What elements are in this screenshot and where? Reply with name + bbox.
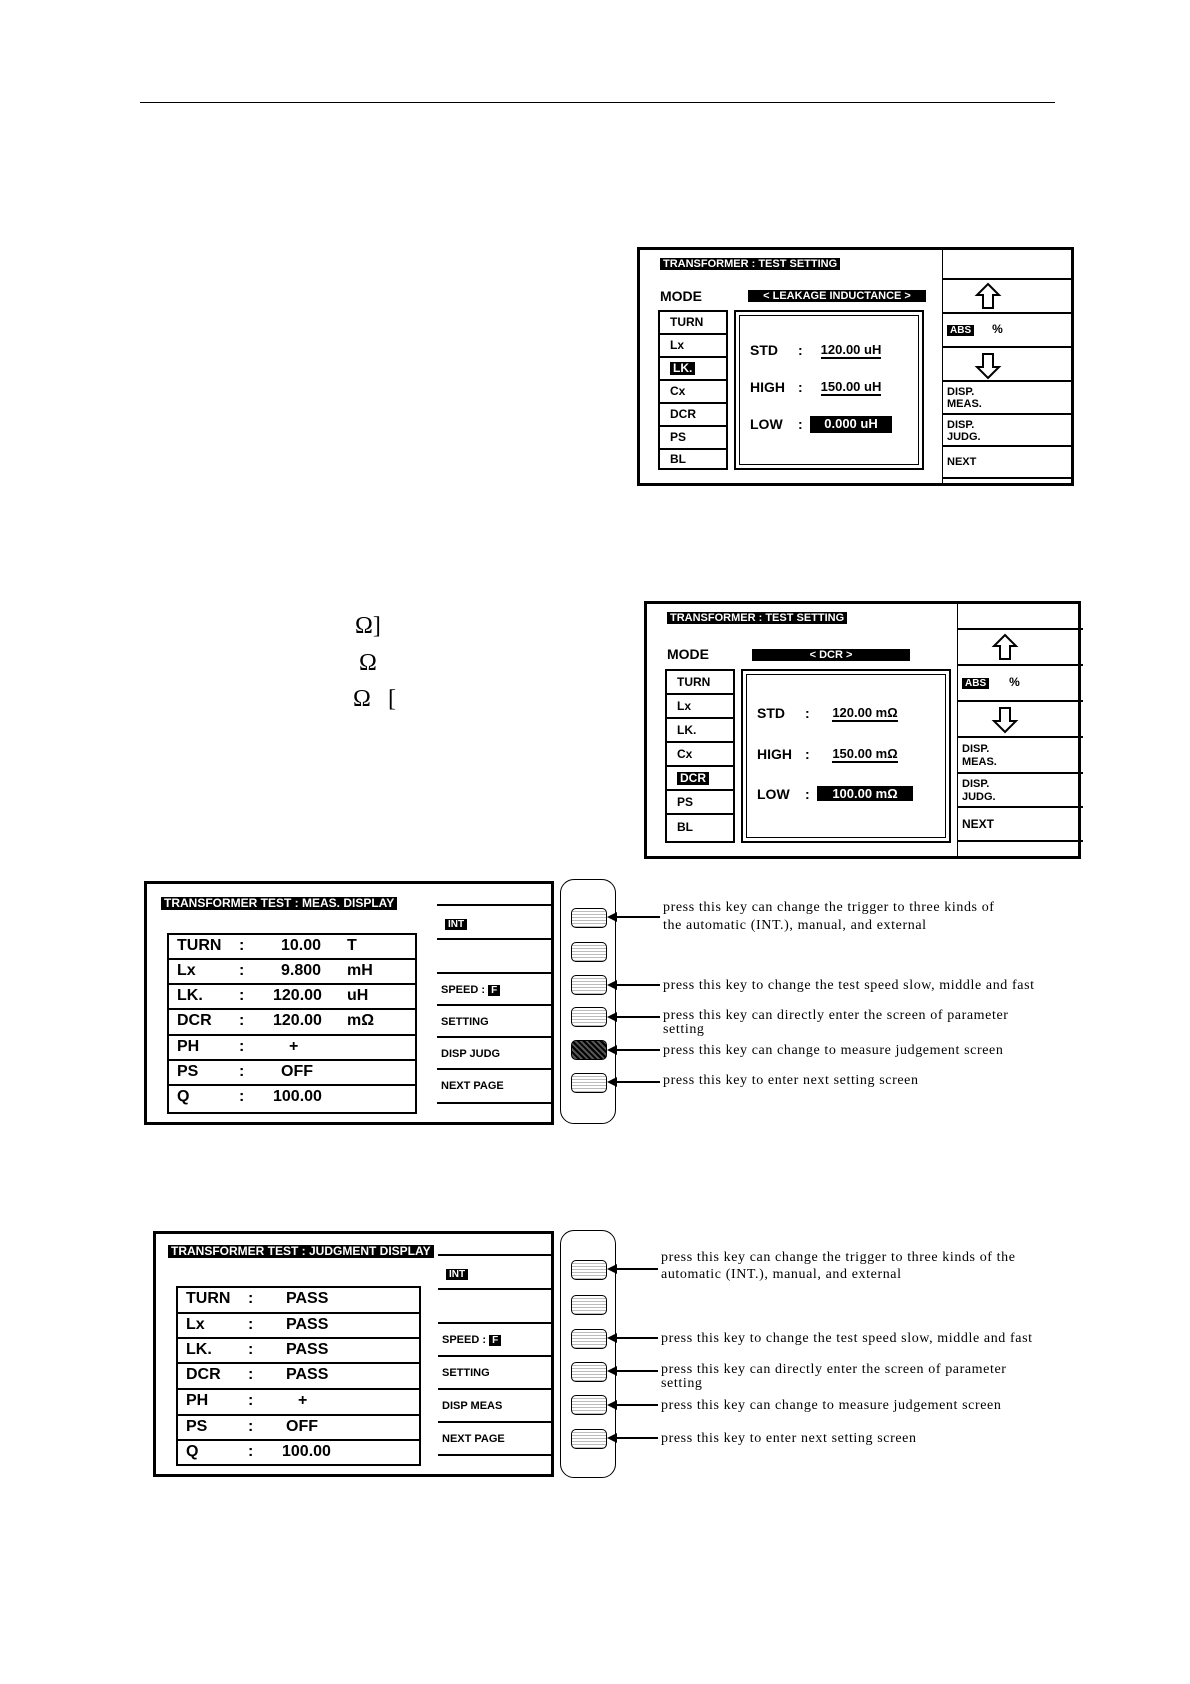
low-label: LOW (757, 786, 790, 802)
mode-item-ps[interactable]: PS (660, 427, 726, 450)
setting-softkey[interactable]: SETTING (438, 1357, 551, 1390)
disp-judg-key[interactable] (571, 1040, 607, 1060)
disp-meas-softkey[interactable]: DISP. MEAS. (943, 382, 1073, 415)
test-setting-screen-dcr (644, 601, 1081, 859)
setting-key[interactable] (571, 1362, 607, 1382)
setting-key[interactable] (571, 1007, 607, 1027)
mode-label: MODE (667, 646, 709, 662)
next-softkey[interactable]: NEXT (958, 808, 1083, 842)
high-value[interactable]: 150.00 uH (820, 379, 882, 394)
table-row: TURN : 10.00 T (169, 935, 415, 960)
fragment-omega-3: Ω (353, 686, 371, 712)
low-value[interactable]: 100.00 mΩ (817, 786, 913, 801)
table-row: TURN : PASS (178, 1288, 419, 1314)
table-row: DCR : PASS (178, 1364, 419, 1390)
std-label: STD (757, 705, 785, 721)
table-row: LK. : PASS (178, 1339, 419, 1364)
judgment-display-screen (153, 1231, 554, 1477)
std-value[interactable]: 120.00 uH (820, 342, 882, 357)
speed-key[interactable] (571, 975, 607, 995)
mode-item-turn[interactable]: TURN (660, 312, 726, 335)
mode-item-bl[interactable]: BL (677, 820, 693, 834)
disp-meas-key[interactable] (571, 1395, 607, 1415)
table-row: Q : 100.00 (186, 1443, 331, 1460)
softkey-column (957, 604, 1083, 856)
softkey-column (942, 250, 1073, 483)
disp-judg-softkey[interactable]: DISP. JUDG. (958, 774, 1083, 808)
low-value[interactable]: 0.000 uH (810, 416, 892, 433)
disp-judg-description: press this key can change to measure judgement screen (663, 1043, 1004, 1058)
screen-title: TRANSFORMER : TEST SETTING (660, 258, 840, 270)
speed-softkey[interactable]: SPEED : F (437, 974, 551, 1006)
mode-item-cx[interactable]: Cx (660, 381, 726, 404)
high-label: HIGH (757, 746, 792, 762)
disp-meas-softkey[interactable]: DISP MEAS (438, 1390, 551, 1423)
abs-pct-softkey[interactable]: ABS % (958, 666, 1083, 702)
blank-key[interactable] (571, 1295, 607, 1315)
test-setting-screen-leakage (637, 247, 1074, 486)
disp-meas-softkey[interactable]: DISP. MEAS. (958, 738, 1083, 774)
mode-value: < LEAKAGE INDUCTANCE > (748, 290, 926, 302)
blank-key[interactable] (571, 942, 607, 962)
mode-value: < DCR > (752, 649, 910, 661)
header-rule (140, 102, 1055, 103)
softkey-column (437, 884, 551, 1122)
trigger-description-2: the automatic (INT.), manual, and external (663, 918, 927, 933)
table-row: PS : OFF (178, 1416, 419, 1441)
setting-description: press this key can directly enter the screen of parameter (663, 1008, 1009, 1023)
high-value[interactable]: 150.00 mΩ (832, 746, 898, 761)
screen-title: TRANSFORMER : TEST SETTING (667, 612, 847, 624)
mode-item-dcr[interactable]: DCR (660, 404, 726, 427)
judgment-table (176, 1286, 421, 1466)
mode-list (658, 310, 728, 470)
mode-item-lk[interactable]: LK. (667, 719, 733, 743)
speed-key[interactable] (571, 1329, 607, 1349)
softkey-column (438, 1234, 551, 1474)
int-softkey[interactable]: INT (437, 906, 551, 940)
high-label: HIGH (750, 379, 785, 395)
abs-pct-softkey[interactable]: ABS % (943, 314, 1073, 348)
disp-judg-softkey[interactable]: DISP JUDG (437, 1038, 551, 1070)
std-value[interactable]: 120.00 mΩ (832, 705, 898, 720)
mode-list (665, 669, 735, 843)
mode-label: MODE (660, 288, 702, 304)
next-softkey[interactable]: NEXT (943, 447, 1073, 479)
screen-title: TRANSFORMER TEST : JUDGMENT DISPLAY (168, 1245, 434, 1258)
mode-item-lk[interactable]: LK. (660, 358, 726, 381)
setting-description-2: setting (661, 1376, 703, 1391)
fragment-bracket: [ (388, 686, 396, 712)
table-row: Q : 100.00 (177, 1088, 322, 1105)
screen-title: TRANSFORMER TEST : MEAS. DISPLAY (161, 897, 397, 910)
disp-meas-description: press this key can change to measure judgement screen (661, 1398, 1002, 1413)
value-panel: STD : 120.00 mΩ HIGH : 150.00 mΩ LOW : 100.00 mΩ (741, 669, 951, 843)
std-label: STD (750, 342, 778, 358)
next-page-description: press this key to enter next setting screen (661, 1431, 917, 1446)
disp-judg-softkey[interactable]: DISP. JUDG. (943, 415, 1073, 447)
table-row: Lx : 9.800 mH (169, 960, 415, 985)
mode-item-ps[interactable]: PS (667, 791, 733, 815)
meas-display-screen (144, 881, 554, 1125)
measurement-table (167, 933, 417, 1114)
mode-item-lx[interactable]: Lx (667, 695, 733, 719)
next-page-softkey[interactable]: NEXT PAGE (438, 1423, 551, 1456)
speed-description: press this key to change the test speed slow, middle and fast (663, 978, 1035, 993)
speed-softkey[interactable]: SPEED : F (438, 1324, 551, 1357)
trigger-description: press this key can change the trigger to three kinds of (663, 900, 995, 915)
mode-item-lx[interactable]: Lx (660, 335, 726, 358)
mode-item-turn[interactable]: TURN (667, 671, 733, 695)
next-page-key[interactable] (571, 1429, 607, 1449)
setting-softkey[interactable]: SETTING (437, 1006, 551, 1038)
trigger-key[interactable] (571, 908, 607, 928)
table-row: LK. : 120.00 uH (169, 985, 415, 1010)
table-row: PS : OFF (169, 1061, 415, 1086)
setting-description-2: setting (663, 1022, 705, 1037)
mode-item-bl[interactable]: BL (670, 452, 686, 466)
trigger-description: press this key can change the trigger to three kinds of the (661, 1250, 1016, 1265)
value-panel: STD : 120.00 uH HIGH : 150.00 uH LOW : 0.000 uH (734, 310, 924, 470)
table-row: Lx : PASS (178, 1314, 419, 1339)
setting-description: press this key can directly enter the screen of parameter (661, 1362, 1007, 1377)
next-page-softkey[interactable]: NEXT PAGE (437, 1070, 551, 1104)
int-softkey[interactable]: INT (438, 1256, 551, 1290)
fragment-omega-2: Ω (359, 650, 377, 676)
fragment-omega-1: Ω] (355, 613, 381, 639)
mode-item-cx[interactable]: Cx (667, 743, 733, 767)
low-label: LOW (750, 416, 783, 432)
trigger-description-2: automatic (INT.), manual, and external (661, 1267, 902, 1282)
trigger-key[interactable] (571, 1260, 607, 1280)
next-page-key[interactable] (571, 1073, 607, 1093)
table-row: DCR : 120.00 mΩ (169, 1010, 415, 1036)
speed-description: press this key to change the test speed slow, middle and fast (661, 1331, 1033, 1346)
table-row: PH : + (178, 1390, 419, 1416)
mode-item-dcr[interactable]: DCR (667, 767, 733, 791)
table-row: PH : + (169, 1036, 415, 1061)
next-page-description: press this key to enter next setting screen (663, 1073, 919, 1088)
